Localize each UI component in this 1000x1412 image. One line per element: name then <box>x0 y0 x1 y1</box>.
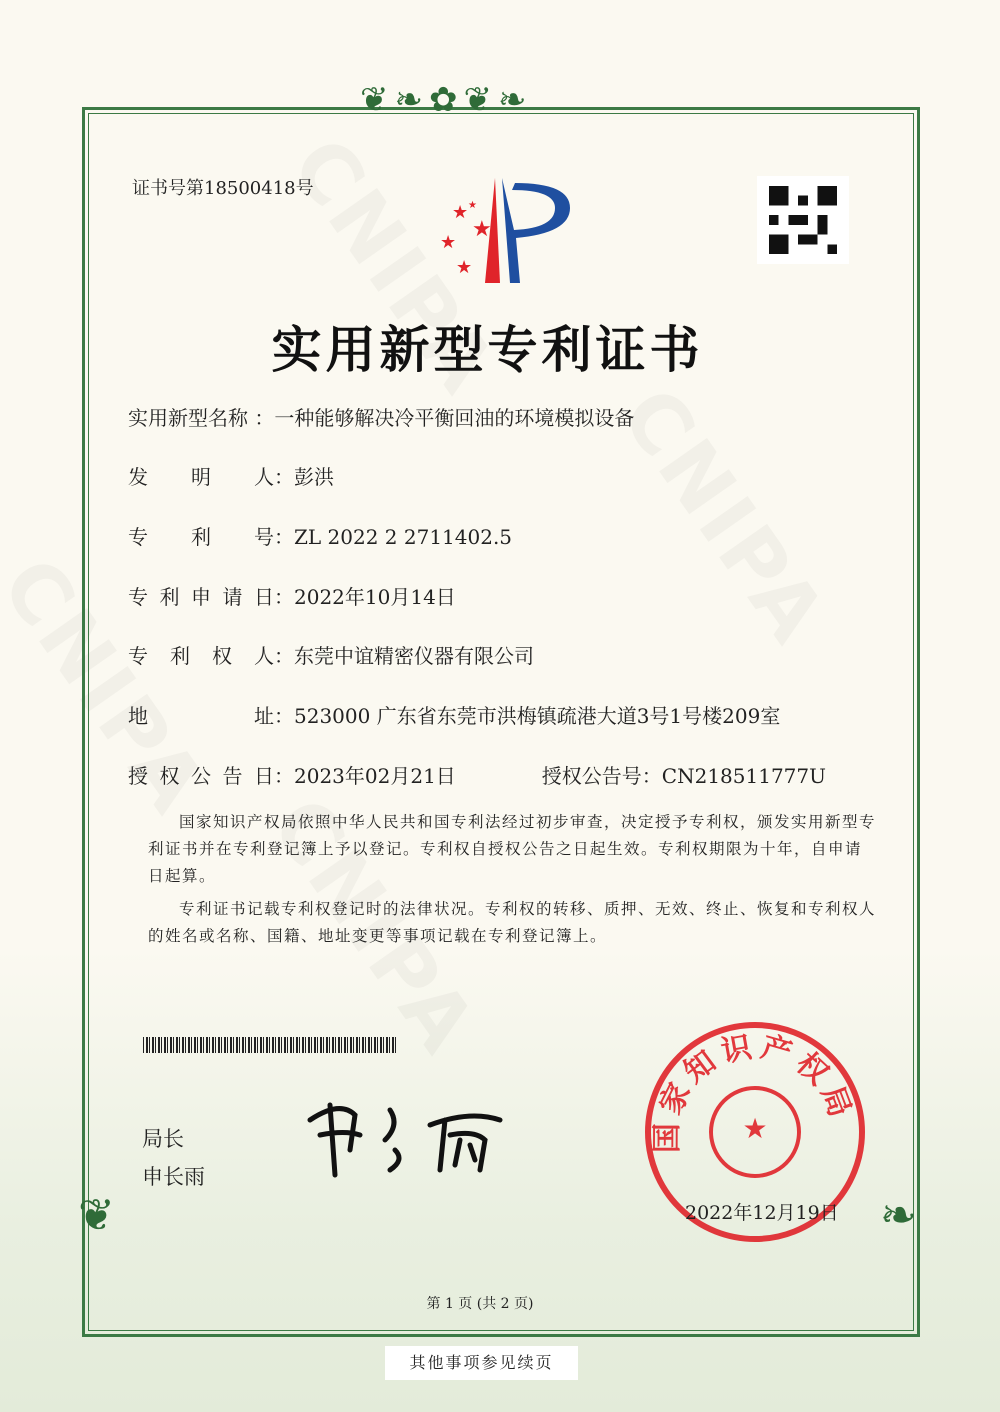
field-utility-model-name <box>128 402 634 431</box>
field-value: 一种能够解决冷平衡回油的环境模拟设备 <box>274 406 635 430</box>
barcode <box>143 1037 398 1053</box>
field-separator: ： <box>274 525 294 549</box>
field-separator: ： <box>274 644 294 668</box>
top-ornament: ❦❧✿❦❧ <box>360 80 533 120</box>
page-indicator: 第 1 页 (共 2 页) <box>426 1296 534 1312</box>
certificate-number: 证书号第18500418号 <box>132 178 314 199</box>
field-label: 专利申请日 <box>128 585 274 609</box>
field-label: 发明人 <box>128 465 274 489</box>
field-label: 地址 <box>128 704 274 728</box>
qr-code[interactable] <box>757 176 849 264</box>
seal-date: 2022年12月19日 <box>685 1202 839 1224</box>
field-value: 彭洪 <box>294 465 334 489</box>
continued-note: 其他事项参见续页 <box>385 1346 578 1380</box>
cnipa-logo <box>430 178 575 288</box>
announce-date-label: 授权公告日 <box>128 764 274 788</box>
corner-ornament-left: ❦ <box>78 1190 115 1241</box>
field-separator: ： <box>254 406 275 430</box>
field-value: 523000 广东省东莞市洪梅镇疏港大道3号1号楼209室 <box>294 704 781 728</box>
field-value: 2022年10月14日 <box>294 585 456 609</box>
signatory-name: 申长雨 <box>142 1165 205 1189</box>
field-label: 实用新型名称 <box>128 406 248 430</box>
statement-paragraph: 国家知识产权局依照中华人民共和国专利法经过初步审查，决定授予专利权，颁发实用新型专利证书并在专利登记簿上予以登记。专利权自授权公告之日起生效。专利权期限为十年，自申请日起算。 <box>148 813 877 885</box>
field-label: 专利号 <box>128 525 274 549</box>
qr-code-icon <box>769 185 837 255</box>
handwritten-signature <box>300 1090 515 1180</box>
announce-date: 2023年02月21日 <box>294 764 456 788</box>
signatory-title: 局长 <box>142 1127 184 1151</box>
page-title: 实用新型专利证书 <box>271 321 704 379</box>
statement-paragraph: 专利证书记载专利权登记时的法律状况。专利权的转移、质押、无效、终止、恢复和专利权人的姓名或名称、国籍、地址变更等事项记载在专利登记簿上。 <box>148 900 877 945</box>
national-emblem-icon: ★ <box>742 1112 768 1145</box>
svg-text:★: ★ <box>440 232 457 253</box>
field-separator: ： <box>274 704 294 728</box>
corner-ornament-right: ❧ <box>880 1190 917 1241</box>
field-value: ZL 2022 2 2711402.5 <box>294 525 513 549</box>
svg-text:★: ★ <box>456 257 473 278</box>
field-patentee <box>128 640 534 669</box>
field-label: 专利权人 <box>128 644 274 668</box>
svg-text:★: ★ <box>452 202 469 223</box>
announce-number-label: 授权公告号 <box>541 764 642 788</box>
field-separator: ： <box>274 465 294 489</box>
field-address <box>128 700 780 729</box>
seal-text: 国家知识产权局 <box>651 1028 859 1154</box>
field-separator: ： <box>274 585 294 609</box>
announce-number: CN218511777U <box>661 764 826 788</box>
field-patent-number <box>128 521 512 550</box>
field-application-date <box>128 581 456 610</box>
field-inventor <box>128 461 334 490</box>
svg-text:★: ★ <box>472 217 492 242</box>
field-announcement: 授权公告日：2023年02月21日 授权公告号：CN218511777U <box>128 760 826 789</box>
field-value: 东莞中谊精密仪器有限公司 <box>294 644 534 668</box>
svg-text:★: ★ <box>468 200 477 211</box>
